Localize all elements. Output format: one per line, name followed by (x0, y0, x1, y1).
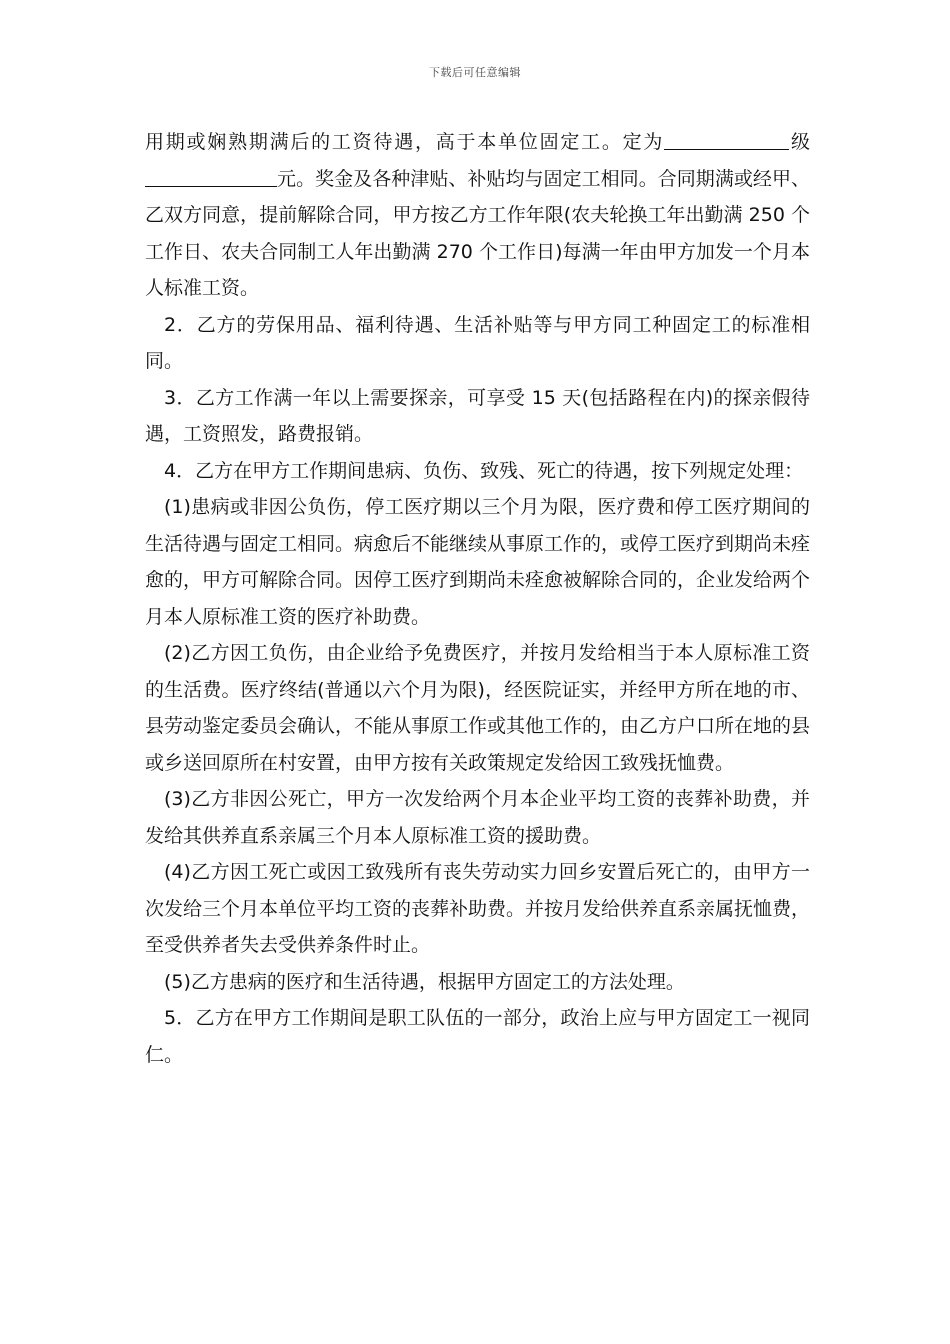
paragraph-clause-4-5: (5)乙方患病的医疗和生活待遇，根据甲方固定工的方法处理。 (164, 970, 685, 993)
paragraph-clause-5: 5．乙方在甲方工作期间是职工队伍的一部分，政治上应与甲方固定工一视同仁。 (145, 1007, 810, 1066)
paragraph-clause-4-1: (1)患病或非因公负伤，停工医疗期以三个月为限，医疗费和停工医疗期间的生活待遇与固定工相同。病愈后不能继续从事原工作的，或停工医疗到期尚未痊愈的，甲方可解除合同。因停工医疗到期尚未痊愈被解除合同的，企业发给两个月本人原标准工资的医疗补助费。 (145, 496, 811, 628)
paragraph-wage-terms (145, 124, 810, 307)
paragraph-text: 元。奖金及各种津贴、补贴均与固定工相同。合同期满或经甲、乙双方同意，提前解除合同，甲方按乙方工作年限(农夫轮换工年出勤满 250 个工作日、农夫合同制工人年出勤满 270 个工作日)每满一年由甲方加发一个月本人标准工资。 (145, 167, 810, 299)
blank-line-grade (664, 129, 757, 150)
paragraph-clause-2: 2．乙方的劳保用品、福利待遇、生活补贴等与甲方同工种固定工的标准相同。 (145, 313, 810, 372)
blank-line-amount (145, 166, 277, 187)
paragraph-clause-3: 3．乙方工作满一年以上需要探亲，可享受 15 天(包括路程在内)的探亲假待遇，工资照发，路费报销。 (145, 386, 810, 445)
page-header: 下载后可任意编辑 (429, 66, 521, 79)
blank-line-grade-cont (757, 129, 789, 150)
paragraph-clause-4: 4．乙方在甲方工作期间患病、负伤、致残、死亡的待遇，按下列规定处理： (164, 459, 804, 482)
paragraph-clause-4-3: (3)乙方非因公死亡，甲方一次发给两个月本企业平均工资的丧葬补助费，并发给其供养直系亲属三个月本人原标准工资的援助费。 (145, 788, 810, 847)
paragraph-text: 用期或娴熟期满后的工资待遇，高于本单位固定工。定为 (145, 131, 665, 153)
grade-label: 级 (789, 131, 810, 153)
document-body (145, 124, 810, 1073)
paragraph-clause-4-4: (4)乙方因工死亡或因工致残所有丧失劳动实力回乡安置后死亡的，由甲方一次发给三个月本单位平均工资的丧葬补助费。并按月发给供养直系亲属抚恤费，至受供养者失去受供养条件时止。 (145, 861, 811, 956)
paragraph-clause-4-2: (2)乙方因工负伤，由企业给予免费医疗，并按月发给相当于本人原标准工资的生活费。医疗终结(普通以六个月为限)，经医院证实，并经甲方所在地的市、县劳动鉴定委员会确认，不能从事原工作或其他工作的，由乙方户口所在地的县或乡送回原所在村安置，由甲方按有关政策规定发给因工致残抚恤费。 (145, 642, 811, 774)
